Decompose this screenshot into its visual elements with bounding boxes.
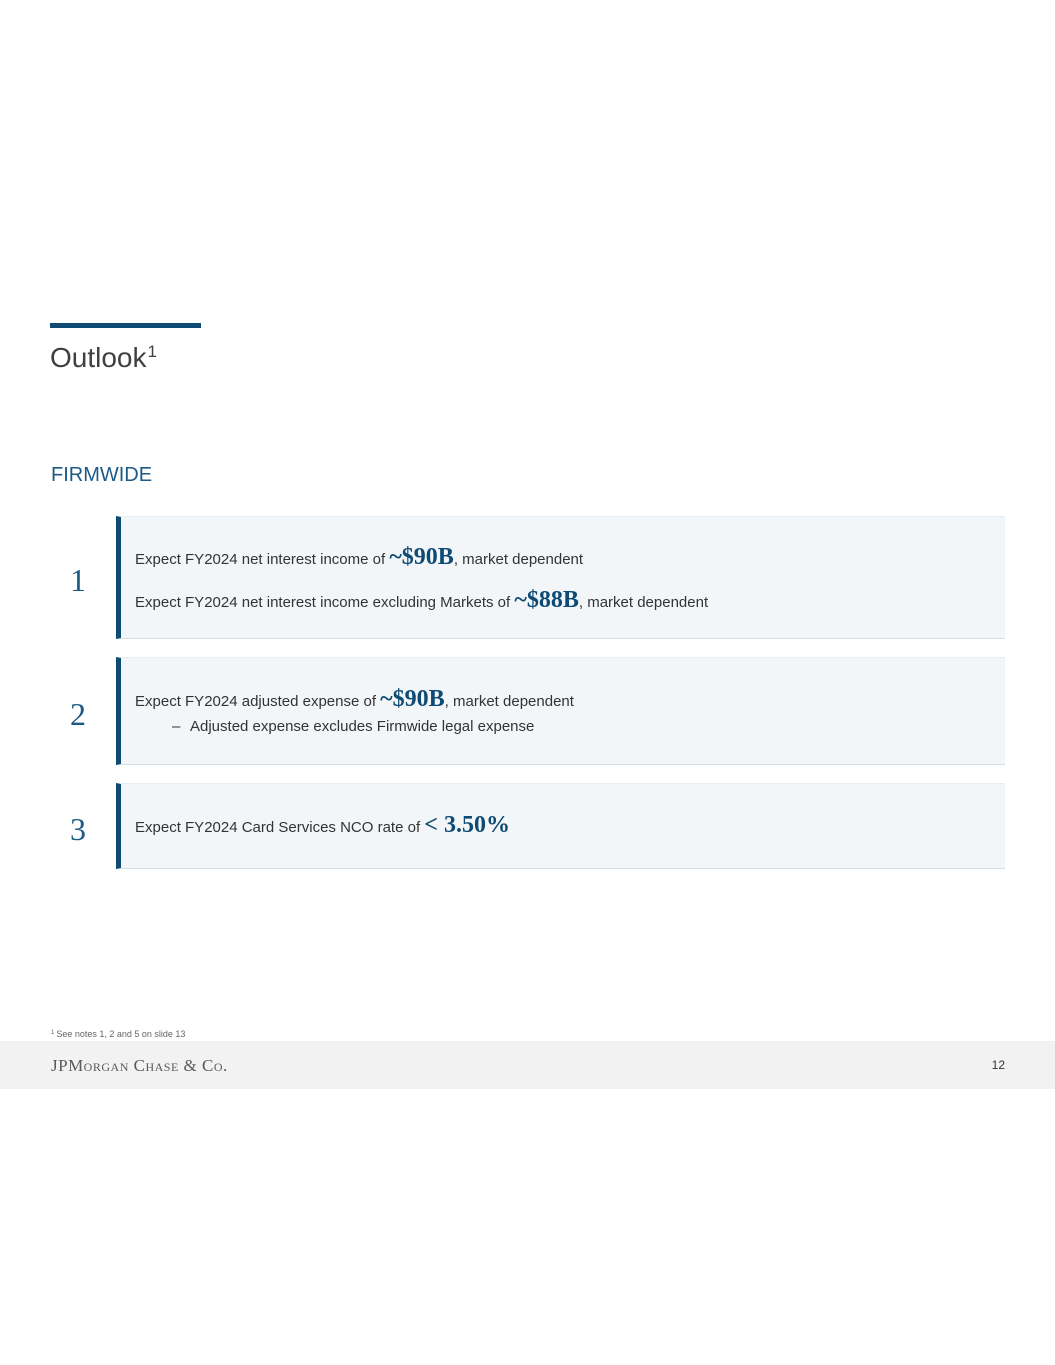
line-prefix: Expect FY2024 Card Services NCO rate of [135,819,425,836]
page-number: 12 [991,1058,1005,1072]
outlook-item-1-box [116,516,1005,639]
line-suffix: , market dependent [578,594,709,611]
outlook-value: ~$90B [389,544,454,570]
outlook-value: ~$88B [514,587,579,613]
outlook-item-2-line-1 [135,687,574,714]
outlook-item-1-line-1 [135,545,583,572]
outlook-item-2-sub-bullet [172,716,534,738]
line-prefix: Expect FY2024 net interest income excluding Markets of [135,594,515,611]
footnote-marker: 1 [51,1030,55,1036]
title-rule [50,323,201,328]
line-suffix: , market dependent [453,551,584,568]
footnote [51,1028,185,1042]
outlook-item-1-number: 1 [70,562,86,598]
page-title-text: Outlook [50,342,147,373]
outlook-item-3-number: 3 [70,811,86,847]
outlook-item-2-number: 2 [70,696,86,732]
footnote-text: See notes 1, 2 and 5 on slide 13 [56,1029,186,1039]
line-suffix: , market dependent [444,693,574,710]
outlook-value: < 3.50% [424,812,510,838]
outlook-item-1-line-2 [135,588,708,615]
page-title [50,338,157,382]
outlook-value: ~$90B [380,686,445,712]
outlook-item-3-line-1 [135,813,510,840]
line-prefix: Expect FY2024 adjusted expense of [135,693,381,710]
title-footnote-marker: 1 [147,342,157,361]
line-prefix: Expect FY2024 net interest income of [135,551,390,568]
sub-bullet-text: Adjusted expense excludes Firmwide legal expense [190,718,535,735]
section-label: FIRMWIDE [51,464,153,486]
dash-bullet: – [172,718,181,735]
company-logo: JPMorgan Chase & Co. [51,1056,228,1075]
